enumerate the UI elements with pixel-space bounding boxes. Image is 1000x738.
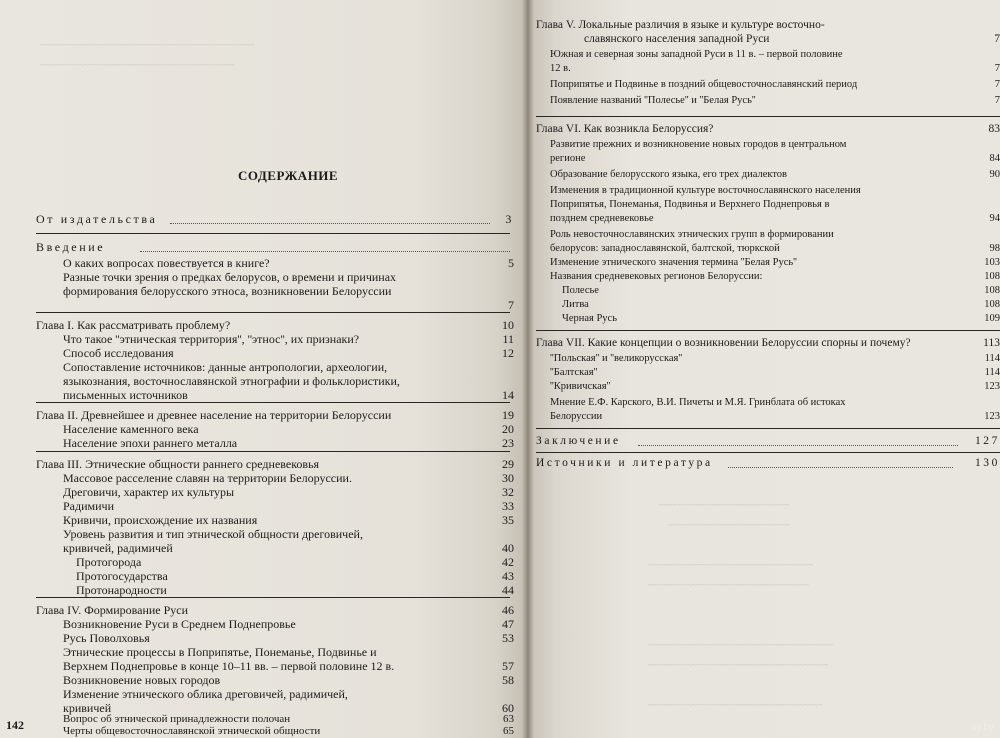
toc-entry (63, 725, 514, 737)
toc-entry-page: 7 (994, 79, 1000, 90)
toc-entry (550, 62, 1000, 76)
toc-entry-page: 7 (994, 33, 1000, 45)
toc-entry-label: регионе (550, 153, 586, 164)
toc-entry-label: Заключение (536, 435, 621, 447)
toc-entry (550, 168, 1000, 182)
toc-entry-label: Поприпятья, Понеманья, Подвинья и Верхнего Поднепровья в (550, 199, 830, 210)
toc-entry (536, 336, 1000, 350)
toc-entry (63, 256, 514, 270)
toc-entry (63, 527, 514, 541)
bleed-through-text: ~~~~~~~~~~~~~~~~~~~~~~~~~~~~~~~~~~~~~ (648, 660, 829, 670)
section-divider (536, 428, 1000, 429)
toc-entry-page: 108 (984, 299, 1000, 310)
toc-entry-label: Возникновение Руси в Среднем Поднепровье (63, 617, 296, 631)
toc-entry (63, 499, 514, 513)
toc-entry (550, 352, 1000, 366)
toc-entry-label: Изменение этнического облика дреговичей, радимичей, (63, 687, 348, 701)
toc-entry (63, 270, 514, 284)
toc-entry-page: 44 (502, 583, 514, 597)
toc-entry (562, 312, 1000, 326)
toc-entry-page: 32 (502, 485, 514, 499)
toc-entry-label: Источники и литература (536, 457, 713, 469)
toc-entry-label: Глава V. Локальные различия в языке и культуре восточно- (536, 19, 825, 31)
toc-entry (550, 152, 1000, 166)
toc-entry-page: 114 (984, 353, 1000, 364)
toc-entry-label: Поприпятье и Подвинье в поздний общевосточнославянский период (550, 79, 858, 90)
toc-entry-page: 108 (984, 271, 1000, 282)
toc-entry-label: Способ исследования (63, 346, 174, 360)
toc-entry-page: 7 (994, 95, 1000, 106)
bleed-through-text: ~~~~~~~~~~~~~~~~~~~~~~~~~~~~~~~~~~~~~~~~ (40, 60, 235, 70)
toc-entry (63, 659, 514, 673)
bleed-through-text: ~~~~~~~~~~~~~~~~~~~~~~~~~~~ (658, 500, 790, 510)
toc-entry (76, 569, 514, 583)
page-title: СОДЕРЖАНИЕ (238, 168, 339, 183)
toc-entry (36, 318, 514, 332)
toc-entry-page: 127 (974, 435, 1000, 447)
toc-entry-label: Изменения в традиционной культуре восточнославянского населения (550, 185, 861, 196)
book-gutter (522, 0, 534, 738)
toc-entry-label: Мнение Е.Ф. Карского, В.И. Пичеты и М.Я. Гринблата об истоках (550, 397, 846, 408)
toc-entry (76, 583, 514, 597)
section-divider (36, 402, 510, 403)
toc-entry-page: 84 (989, 153, 1000, 164)
toc-entry-page: 123 (984, 381, 1000, 392)
toc-entry-label: Массовое расселение славян на территории Белоруссии. (63, 471, 352, 485)
toc-entry-page: 19 (502, 408, 514, 422)
toc-entry-page: 90 (989, 169, 1000, 180)
toc-entry (63, 471, 514, 485)
watermark: ay.by (970, 722, 994, 733)
toc-entry-label: Введение (36, 240, 106, 254)
toc-entry-page: 35 (502, 513, 514, 527)
right-page (528, 0, 1000, 738)
toc-entry-label: позднем средневековье (550, 213, 654, 224)
toc-entry-label: формирования белорусского этноса, возникновении Белоруссии (63, 284, 392, 298)
toc-entry-label: Кривичи, происхождение их названия (63, 513, 258, 527)
toc-entry-label: славянского населения западной Руси (584, 33, 770, 45)
toc-entry-page: 114 (984, 367, 1000, 378)
toc-entry (550, 228, 1000, 242)
toc-entry-label: Роль невосточнославянских этнических групп в формировании (550, 229, 834, 240)
toc-entry-page: 109 (984, 313, 1000, 324)
toc-entry-label: Вопрос об этнической принадлежности полочан (63, 713, 291, 725)
toc-entry-label: Сопоставление источников: данные антропологии, археологии, (63, 360, 388, 374)
toc-entry-label: Радимичи (63, 499, 114, 513)
toc-entry (63, 284, 514, 298)
toc-entry-label: Развитие прежних и возникновение новых городов в центральном (550, 139, 847, 150)
toc-entry-label: Протогорода (76, 555, 142, 569)
bleed-through-text: ~~~~~~~~~~~~~~~~~~~~~~~~~~~~~~~~~~ (648, 560, 814, 570)
toc-entry (550, 410, 1000, 424)
toc-entry (63, 436, 514, 450)
toc-entry-page: 46 (502, 603, 514, 617)
section-divider (536, 452, 1000, 453)
toc-entry (63, 388, 514, 402)
toc-entry (63, 346, 514, 360)
toc-entry-label: Литва (562, 299, 589, 310)
toc-entry-page: 98 (989, 243, 1000, 254)
toc-entry-label: Появление названий ''Полесье'' и ''Белая Русь'' (550, 95, 756, 106)
toc-entry-label: Глава VII. Какие концепции о возникновении Белоруссии спорны и почему? (536, 337, 911, 349)
dotted-leader (728, 467, 953, 469)
toc-entry-label: 12 в. (550, 63, 571, 74)
toc-entry (63, 645, 514, 659)
toc-entry-label: Глава II. Древнейшее и древнее население на территории Белоруссии (36, 408, 392, 422)
toc-entry-page: 130 (974, 457, 1000, 469)
toc-entry-label: ''Балтская'' (550, 367, 598, 378)
toc-entry (63, 422, 514, 436)
toc-entry-label: Разные точки зрения о предках белорусов, о времени и причинах (63, 270, 397, 284)
toc-entry (550, 366, 1000, 380)
toc-entry-label: От издательства (36, 212, 158, 226)
toc-entry-page: 42 (502, 555, 514, 569)
toc-entry (36, 408, 514, 422)
toc-entry-label: ''Польская'' и ''великорусская'' (550, 353, 683, 364)
toc-entry-label: Население каменного века (63, 422, 199, 436)
toc-entry-label: Образование белорусского языка, его трех диалектов (550, 169, 788, 180)
toc-entry-label: Уровень развития и тип этнической общности дреговичей, (63, 527, 363, 541)
toc-entry-page: 57 (502, 659, 514, 673)
toc-entry (63, 617, 514, 631)
toc-entry-page: 3 (505, 212, 514, 226)
toc-entry (550, 78, 1000, 92)
bleed-through-text: ~~~~~~~~~~~~~~~~~~~~~~~~~ (668, 520, 790, 530)
toc-entry (550, 256, 1000, 270)
toc-entry (550, 270, 1000, 284)
toc-entry-page: 7 (994, 63, 1000, 74)
toc-entry-page: 53 (502, 631, 514, 645)
toc-entry-page: 43 (502, 569, 514, 583)
toc-entry (36, 457, 514, 471)
toc-entry-label: Население эпохи раннего металла (63, 436, 238, 450)
toc-entry-page: 103 (984, 257, 1000, 268)
toc-entry-page: 7 (508, 298, 514, 312)
toc-entry-page: 5 (508, 256, 514, 270)
toc-entry-page: 30 (502, 471, 514, 485)
toc-entry-page: 14 (502, 388, 514, 402)
toc-entry-page: 65 (503, 725, 514, 737)
toc-entry (584, 32, 1000, 46)
toc-entry-label: Глава I. Как рассматривать проблему? (36, 318, 231, 332)
toc-entry-label: языкознания, восточнославянской этнографии и фольклористики, (63, 374, 400, 388)
toc-entry-label: Названия средневековых регионов Белоруссии: (550, 271, 763, 282)
toc-entry (76, 555, 514, 569)
toc-entry-page: 47 (502, 617, 514, 631)
section-divider (536, 330, 1000, 331)
bleed-through-text: ~~~~~~~~~~~~~~~~~~~~~~~~~~~~~~~~~ (648, 580, 809, 590)
toc-entry (63, 513, 514, 527)
toc-entry-label: Южная и северная зоны западной Руси в 11 в. – первой половине (550, 49, 843, 60)
toc-entry (550, 138, 1000, 152)
dotted-leader (170, 223, 490, 225)
toc-entry-label: ''Кривичская'' (550, 381, 611, 392)
toc-entry-label: Глава IV. Формирование Руси (36, 603, 189, 617)
toc-entry (536, 122, 1000, 136)
toc-entry-label: Черная Русь (562, 313, 618, 324)
toc-entry-page: 40 (502, 541, 514, 555)
section-divider (36, 451, 510, 452)
toc-entry (536, 18, 1000, 32)
section-divider (36, 233, 510, 234)
toc-entry (63, 687, 514, 701)
toc-entry-label: Верхнем Поднепровье в конце 10–11 вв. – первой половине 12 в. (63, 659, 395, 673)
bleed-through-text: ~~~~~~~~~~~~~~~~~~~~~~~~~~~~~~~~~~~~ (648, 700, 824, 710)
toc-entry-label: кривичей (63, 701, 112, 715)
toc-entry-label: Что такое ''этническая территория'', ''этнос'', их признаки? (63, 332, 360, 346)
toc-entry (550, 380, 1000, 394)
toc-entry-page: 20 (502, 422, 514, 436)
toc-entry (63, 485, 514, 499)
toc-entry (550, 184, 1000, 198)
page-number: 142 (6, 718, 24, 732)
toc-entry (36, 603, 514, 617)
toc-entry-page: 58 (502, 673, 514, 687)
toc-entry (550, 94, 1000, 108)
toc-entry-label: Полесье (562, 285, 599, 296)
toc-entry-page: 63 (503, 713, 514, 725)
toc-entry-label: Изменение этнического значения термина ''Белая Русь'' (550, 257, 797, 268)
bleed-through-text: ~~~~~~~~~~~~~~~~~~~~~~~~~~~~~~~~~~~~~~ (648, 640, 834, 650)
section-divider (36, 597, 510, 598)
toc-entry-page: 123 (984, 411, 1000, 422)
toc-entry (63, 332, 514, 346)
toc-entry-page: 11 (502, 332, 514, 346)
toc-entry-label: Этнические процессы в Поприпятье, Понеманье, Подвинье и (63, 645, 377, 659)
toc-entry-label: Русь Поволховья (63, 631, 150, 645)
toc-entry-label: письменных источников (63, 388, 188, 402)
toc-entry (562, 284, 1000, 298)
toc-entry (562, 298, 1000, 312)
toc-entry-label: Возникновение новых городов (63, 673, 221, 687)
toc-entry (550, 48, 1000, 62)
toc-entry (550, 212, 1000, 226)
toc-entry-page: 29 (502, 457, 514, 471)
toc-entry (550, 242, 1000, 256)
toc-entry-page: 113 (983, 337, 1000, 349)
toc-entry (550, 396, 1000, 410)
toc-entry (550, 198, 1000, 212)
toc-entry-page: 33 (502, 499, 514, 513)
toc-entry-page: 23 (502, 436, 514, 450)
toc-entry-label: Глава VI. Как возникла Белоруссия? (536, 123, 714, 135)
toc-entry-page: 12 (502, 346, 514, 360)
section-divider (36, 312, 510, 313)
section-divider (536, 116, 1000, 117)
toc-entry-page: 10 (502, 318, 514, 332)
toc-entry-label: белорусов: западнославянской, балтской, тюркской (550, 243, 780, 254)
toc-entry (63, 541, 514, 555)
toc-entry (63, 374, 514, 388)
toc-entry-label: Дреговичи, характер их культуры (63, 485, 235, 499)
toc-entry-page: 94 (989, 213, 1000, 224)
toc-entry-label: Глава III. Этнические общности раннего средневековья (36, 457, 320, 471)
toc-entry (63, 713, 514, 725)
toc-entry (63, 360, 514, 374)
toc-entry-page: 60 (502, 701, 514, 715)
toc-entry-label: Белоруссии (550, 411, 603, 422)
toc-entry-label: Протонародности (76, 583, 167, 597)
dotted-leader (140, 251, 510, 253)
toc-entry-label: кривичей, радимичей (63, 541, 173, 555)
bleed-through-text: ~~~~~~~~~~~~~~~~~~~~~~~~~~~~~~~~~~~~~~~~~~~~ (40, 40, 255, 50)
toc-entry-page: 83 (988, 123, 1000, 135)
toc-entry (63, 673, 514, 687)
toc-entry-page: 108 (984, 285, 1000, 296)
toc-entry-label: Протогосударства (76, 569, 168, 583)
toc-entry (63, 631, 514, 645)
dotted-leader (638, 445, 958, 447)
toc-entry-label: О каких вопросах повествуется в книге? (63, 256, 270, 270)
toc-entry-label: Черты общевосточнославянской этнической общности (63, 725, 321, 737)
